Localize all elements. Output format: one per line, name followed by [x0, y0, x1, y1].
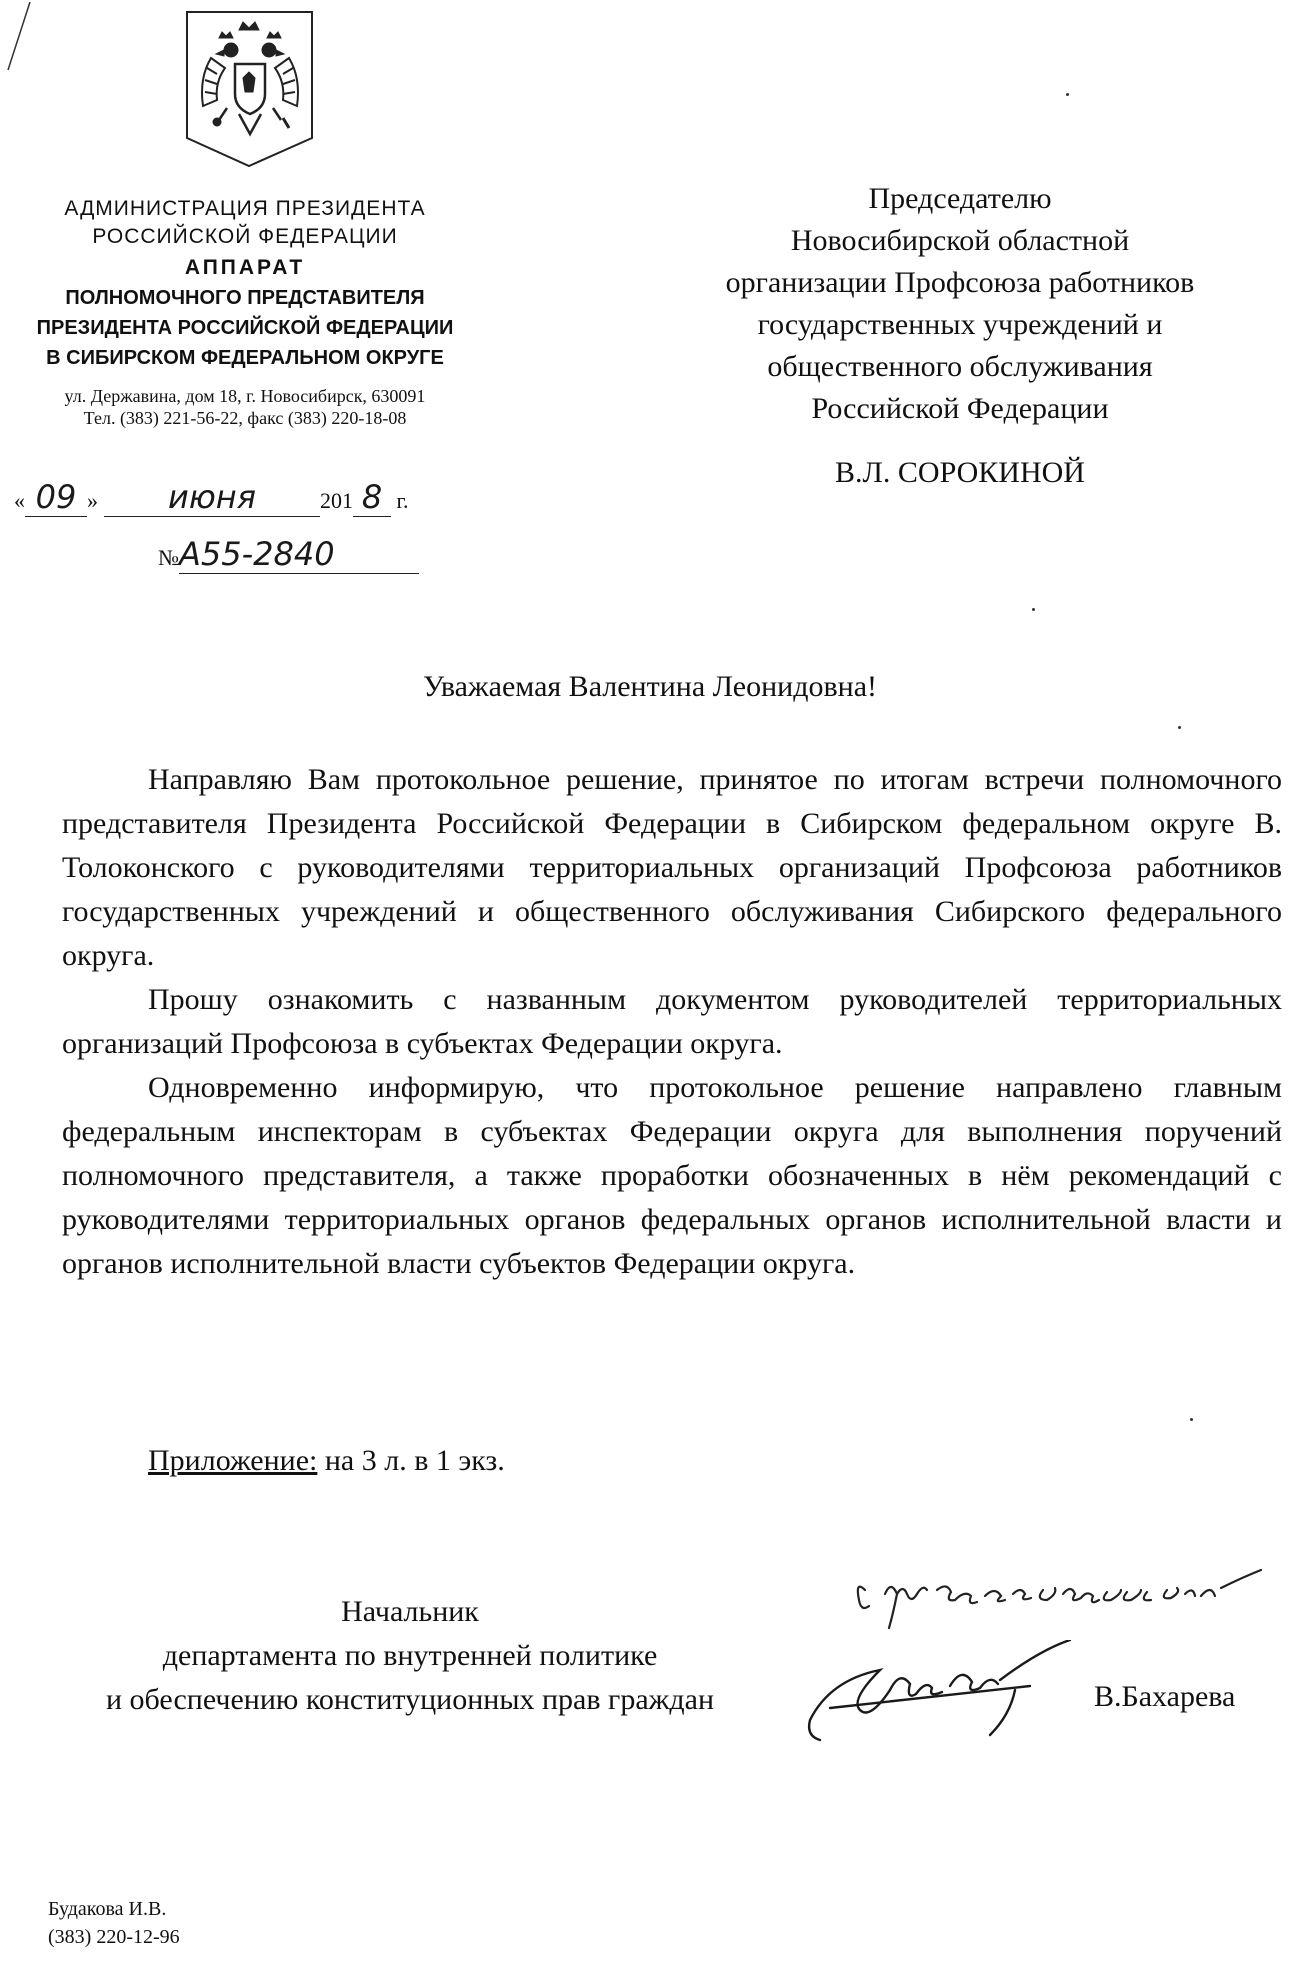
addressee-name: В.Л. СОРОКИНОЙ [835, 456, 1085, 489]
attachment-text: на 3 л. в 1 экз. [317, 1444, 505, 1477]
addressee-line-3: организации Профсоюза работников [725, 266, 1195, 299]
number-value: А55-2840 [179, 535, 419, 574]
date-year-unit: г. [396, 488, 409, 513]
sender-administration-line-2: РОССИЙСКОЙ ФЕДЕРАЦИИ [92, 225, 398, 248]
state-emblem [181, 8, 318, 170]
addressee-line-2: Новосибирской областной [790, 224, 1130, 257]
salutation: Уважаемая Валентина Леонидовна! [422, 670, 877, 703]
document-number [158, 535, 419, 574]
sender-office-line-1: ПОЛНОМОЧНОГО ПРЕДСТАВИТЕЛЯ [65, 287, 425, 309]
signatory-title [40, 1590, 780, 1722]
signatory-name: В.Бахарева [1094, 1680, 1236, 1713]
handwritten-regards-image [845, 1560, 1285, 1640]
addressee-line-1: Председателю [868, 182, 1052, 215]
scan-speck [1032, 608, 1035, 611]
date-year-suffix: 8 [353, 478, 391, 517]
attachment-note [148, 1444, 505, 1478]
letter-body [62, 758, 1282, 1286]
sender-phone: Тел. (383) 221-56-22, факс (383) 220-18-08 [83, 408, 407, 428]
scan-speck [1190, 1418, 1193, 1421]
attachment-label: Приложение: [148, 1444, 318, 1477]
date-year-prefix: 201 [320, 488, 353, 513]
sender-address: ул. Державина, дом 18, г. Новосибирск, 630091 [64, 386, 426, 406]
signatory-title-line-2: департамента по внутренней политике [162, 1639, 658, 1672]
scan-speck [1066, 93, 1069, 96]
handwritten-signature [800, 1640, 1100, 1750]
sender-office-line-2: ПРЕЗИДЕНТА РОССИЙСКОЙ ФЕДЕРАЦИИ [36, 317, 454, 339]
scan-speck [1178, 726, 1181, 729]
document-date [14, 478, 409, 517]
addressee-line-5: общественного обслуживания [767, 350, 1153, 383]
date-month: июня [104, 478, 320, 517]
handwritten-regards [845, 1560, 1285, 1640]
sender-block [0, 195, 490, 429]
body-paragraph-1: Направляю Вам протокольное решение, принятое по итогам встречи полномочного представителя Президента Российской Федерации в Сибирском федеральном округе В. Толоконского с руководителями территориальных организаций Профсоюза работников государственных учреждений и общественного обслуживания Сибирского федерального округа. [62, 763, 1282, 972]
executor-info [48, 1895, 180, 1951]
signature-image [800, 1640, 1100, 1750]
sender-office-line-3: В СИБИРСКОМ ФЕДЕРАЛЬНОМ ОКРУГЕ [46, 347, 444, 369]
sender-administration-line-1: АДМИНИСТРАЦИЯ ПРЕЗИДЕНТА [64, 197, 426, 220]
signatory-title-line-1: Начальник [341, 1595, 479, 1628]
scan-mark-top-left [0, 0, 40, 80]
executor-phone: (383) 220-12-96 [48, 1926, 180, 1948]
body-paragraph-3: Одновременно информирую, что протокольное решение направлено главным федеральным инспекторам в субъектах Федерации округа для выполнения поручений полномочного представителя, а также проработки обозначенных в нём рекомендаций с руководителями территориальных органов федеральных органов исполнительной власти и органов исполнительной власти субъектов Федерации округа. [62, 1071, 1282, 1280]
signatory-title-line-3: и обеспечению конституционных прав граждан [105, 1683, 715, 1716]
sender-apparat: АППАРАТ [184, 256, 306, 279]
date-close-quote: » [87, 488, 98, 513]
date-open-quote: « [14, 488, 25, 513]
addressee-line-6: Российской Федерации [811, 392, 1109, 425]
addressee-line-4: государственных учреждений и [757, 308, 1163, 341]
body-paragraph-2: Прошу ознакомить с названным документом руководителей территориальных организаций Профсоюза в субъектах Федерации округа. [62, 983, 1282, 1060]
executor-name: Будакова И.В. [48, 1898, 167, 1920]
double-headed-eagle-icon [181, 8, 318, 170]
date-day: 09 [25, 478, 87, 517]
number-prefix: № [158, 545, 179, 570]
addressee-block [660, 178, 1260, 494]
